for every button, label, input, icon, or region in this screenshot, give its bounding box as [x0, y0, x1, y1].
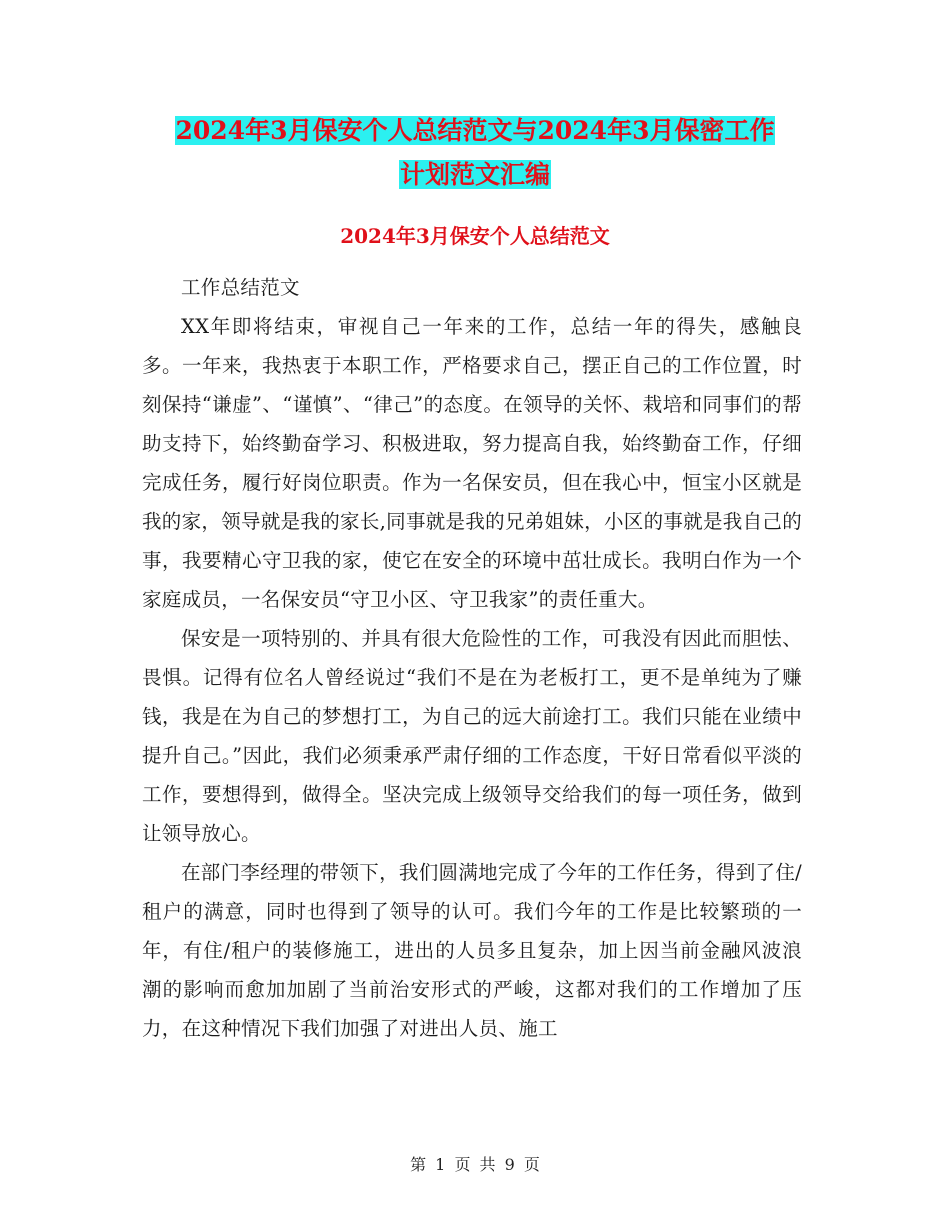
- document-title-line-2: [0, 154, 950, 196]
- paragraph: XX年即将结束，审视自己一年来的工作，总结一年的得失，感触良多。一年来，我热衷于本职工作，严格要求自己，摆正自己的工作位置，时刻保持“谦虚”、“谨慎”、“律己”的态度。在领导的关怀、栽培和同事们的帮助支持下，始终勤奋学习、积极进取，努力提高自我，始终勤奋工作，仔细完成任务，履行好岗位职责。作为一名保安员，但在我心中，恒宝小区就是我的家，领导就是我的家长,同事就是我的兄弟姐妹，小区的事就是我自己的事，我要精心守卫我的家，使它在安全的环境中茁壮成长。我明白作为一个家庭成员，一名保安员“守卫小区、守卫我家”的责任重大。: [142, 315, 802, 611]
- section-heading: 2024年3月保安个人总结范文: [340, 224, 610, 248]
- title-highlight-2: 计划范文汇编: [399, 160, 550, 189]
- paragraph: 在部门李经理的带领下，我们圆满地完成了今年的工作任务，得到了住/租户的满意，同时也得到了领导的认可。我们今年的工作是比较繁琐的一年，有住/租户的装修施工，进出的人员多且复杂，加上因当前金融风波浪潮的影响而愈加加剧了当前治安形式的严峻，这都对我们的工作增加了压力，在这种情况下我们加强了对进出人员、施工: [142, 861, 802, 1040]
- page-number-footer: 第 1 页 共 9 页: [410, 1155, 540, 1174]
- paragraph-label: 工作总结范文: [181, 276, 300, 299]
- title-highlight-1: 2024年3月保安个人总结范文与2024年3月保密工作: [175, 116, 775, 145]
- document-title-line-1: [0, 110, 950, 152]
- document-body: [142, 268, 802, 1048]
- paragraph: 保安是一项特别的、并具有很大危险性的工作，可我没有因此而胆怯、畏惧。记得有位名人曾经说过“我们不是在为老板打工，更不是单纯为了赚钱，我是在为自己的梦想打工，为自己的远大前途打工。我们只能在业绩中提升自己。”因此，我们必须秉承严肃仔细的工作态度，干好日常看似平淡的工作，要想得到，做得全。坚决完成上级领导交给我们的每一项任务，做到让领导放心。: [142, 627, 802, 845]
